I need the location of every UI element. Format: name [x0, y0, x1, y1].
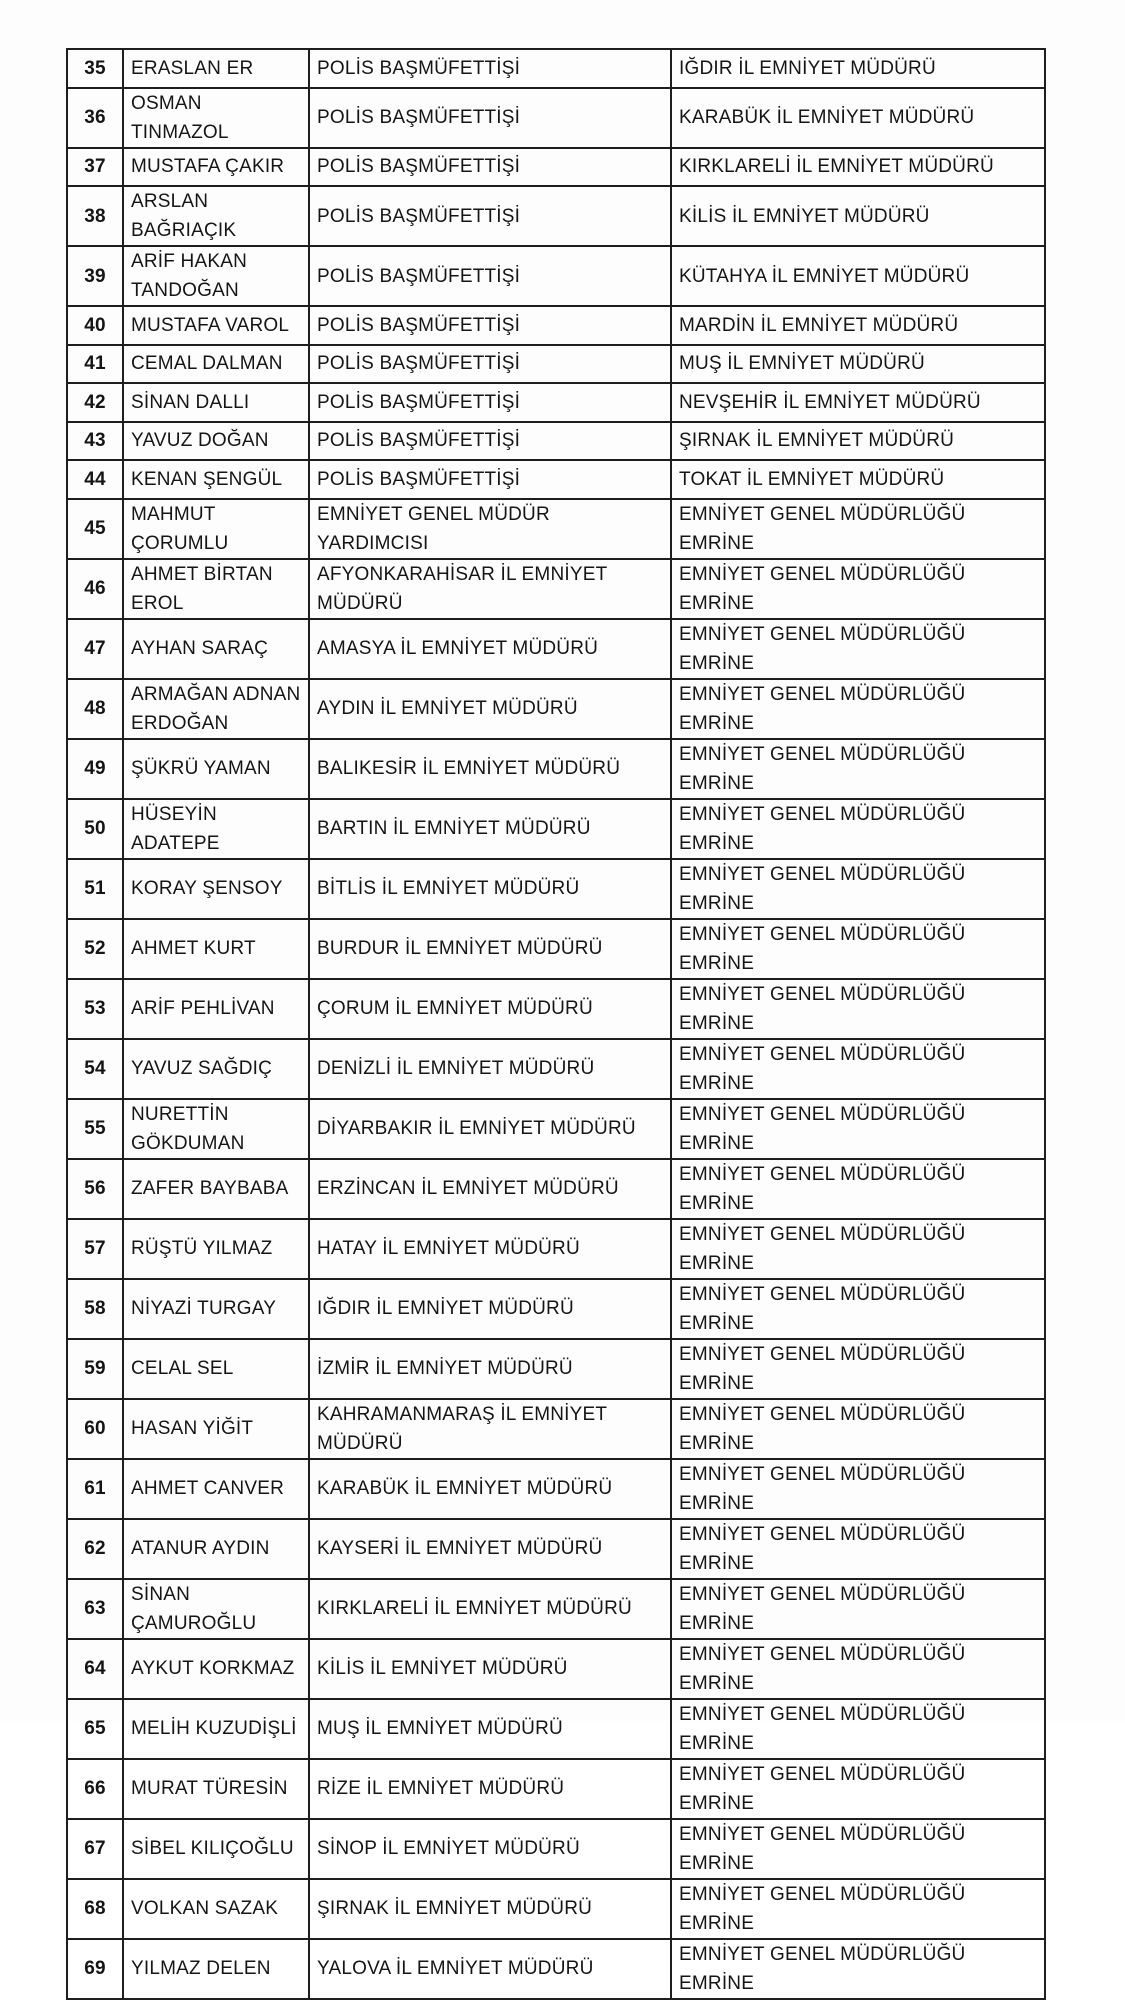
row-number: 44	[67, 460, 123, 499]
previous-position: BURDUR İL EMNİYET MÜDÜRÜ	[309, 919, 671, 979]
person-name: ERASLAN ER	[123, 49, 309, 88]
new-position: EMNİYET GENEL MÜDÜRLÜĞÜ EMRİNE	[671, 1819, 1045, 1879]
row-number: 64	[67, 1639, 123, 1699]
previous-position: EMNİYET GENEL MÜDÜR YARDIMCISI	[309, 499, 671, 559]
table-row	[67, 919, 1045, 979]
person-name: AYHAN SARAÇ	[123, 619, 309, 679]
new-position: EMNİYET GENEL MÜDÜRLÜĞÜ EMRİNE	[671, 1159, 1045, 1219]
table-row	[67, 1639, 1045, 1699]
new-position: EMNİYET GENEL MÜDÜRLÜĞÜ EMRİNE	[671, 1339, 1045, 1399]
person-name: SİNAN DALLI	[123, 383, 309, 422]
person-name: NURETTİN GÖKDUMAN	[123, 1099, 309, 1159]
row-number: 50	[67, 799, 123, 859]
table-row	[67, 739, 1045, 799]
new-position: EMNİYET GENEL MÜDÜRLÜĞÜ EMRİNE	[671, 1639, 1045, 1699]
table-row	[67, 1459, 1045, 1519]
person-name: CEMAL DALMAN	[123, 345, 309, 384]
previous-position: POLİS BAŞMÜFETTİŞİ	[309, 422, 671, 461]
table-row	[67, 1399, 1045, 1459]
previous-position: BİTLİS İL EMNİYET MÜDÜRÜ	[309, 859, 671, 919]
previous-position: AFYONKARAHİSAR İL EMNİYET MÜDÜRÜ	[309, 559, 671, 619]
row-number: 66	[67, 1759, 123, 1819]
previous-position: POLİS BAŞMÜFETTİŞİ	[309, 460, 671, 499]
person-name: VOLKAN SAZAK	[123, 1879, 309, 1939]
table-row	[67, 1339, 1045, 1399]
table-row	[67, 1099, 1045, 1159]
new-position: EMNİYET GENEL MÜDÜRLÜĞÜ EMRİNE	[671, 1279, 1045, 1339]
table-row	[67, 460, 1045, 499]
new-position: KARABÜK İL EMNİYET MÜDÜRÜ	[671, 88, 1045, 148]
previous-position: ÇORUM İL EMNİYET MÜDÜRÜ	[309, 979, 671, 1039]
table-row	[67, 1159, 1045, 1219]
table-row	[67, 186, 1045, 246]
new-position: EMNİYET GENEL MÜDÜRLÜĞÜ EMRİNE	[671, 1759, 1045, 1819]
previous-position: BALIKESİR İL EMNİYET MÜDÜRÜ	[309, 739, 671, 799]
person-name: MUSTAFA VAROL	[123, 306, 309, 345]
new-position: KÜTAHYA İL EMNİYET MÜDÜRÜ	[671, 246, 1045, 306]
person-name: HASAN YİĞİT	[123, 1399, 309, 1459]
table-row	[67, 383, 1045, 422]
previous-position: RİZE İL EMNİYET MÜDÜRÜ	[309, 1759, 671, 1819]
row-number: 36	[67, 88, 123, 148]
previous-position: IĞDIR İL EMNİYET MÜDÜRÜ	[309, 1279, 671, 1339]
person-name: ARSLAN BAĞRIAÇIK	[123, 186, 309, 246]
row-number: 55	[67, 1099, 123, 1159]
previous-position: HATAY İL EMNİYET MÜDÜRÜ	[309, 1219, 671, 1279]
row-number: 49	[67, 739, 123, 799]
table-row	[67, 799, 1045, 859]
previous-position: POLİS BAŞMÜFETTİŞİ	[309, 383, 671, 422]
person-name: ARİF HAKAN TANDOĞAN	[123, 246, 309, 306]
table-row	[67, 345, 1045, 384]
previous-position: POLİS BAŞMÜFETTİŞİ	[309, 306, 671, 345]
person-name: MUSTAFA ÇAKIR	[123, 148, 309, 187]
new-position: EMNİYET GENEL MÜDÜRLÜĞÜ EMRİNE	[671, 1459, 1045, 1519]
person-name: KORAY ŞENSOY	[123, 859, 309, 919]
person-name: AHMET BİRTAN EROL	[123, 559, 309, 619]
table-row	[67, 979, 1045, 1039]
row-number: 65	[67, 1699, 123, 1759]
previous-position: POLİS BAŞMÜFETTİŞİ	[309, 186, 671, 246]
person-name: ARMAĞAN ADNAN ERDOĞAN	[123, 679, 309, 739]
previous-position: DENİZLİ İL EMNİYET MÜDÜRÜ	[309, 1039, 671, 1099]
previous-position: KARABÜK İL EMNİYET MÜDÜRÜ	[309, 1459, 671, 1519]
person-name: KENAN ŞENGÜL	[123, 460, 309, 499]
table-row	[67, 1819, 1045, 1879]
table-row	[67, 88, 1045, 148]
table-row	[67, 1039, 1045, 1099]
new-position: KIRKLARELİ İL EMNİYET MÜDÜRÜ	[671, 148, 1045, 187]
previous-position: BARTIN İL EMNİYET MÜDÜRÜ	[309, 799, 671, 859]
person-name: OSMAN TINMAZOL	[123, 88, 309, 148]
row-number: 39	[67, 246, 123, 306]
new-position: ŞIRNAK İL EMNİYET MÜDÜRÜ	[671, 422, 1045, 461]
new-position: EMNİYET GENEL MÜDÜRLÜĞÜ EMRİNE	[671, 1939, 1045, 1999]
previous-position: POLİS BAŞMÜFETTİŞİ	[309, 345, 671, 384]
row-number: 63	[67, 1579, 123, 1639]
appointment-table	[66, 48, 1046, 2000]
table-row	[67, 49, 1045, 88]
row-number: 68	[67, 1879, 123, 1939]
new-position: IĞDIR İL EMNİYET MÜDÜRÜ	[671, 49, 1045, 88]
new-position: EMNİYET GENEL MÜDÜRLÜĞÜ EMRİNE	[671, 1399, 1045, 1459]
new-position: EMNİYET GENEL MÜDÜRLÜĞÜ EMRİNE	[671, 1699, 1045, 1759]
previous-position: KIRKLARELİ İL EMNİYET MÜDÜRÜ	[309, 1579, 671, 1639]
table-row	[67, 499, 1045, 559]
new-position: EMNİYET GENEL MÜDÜRLÜĞÜ EMRİNE	[671, 739, 1045, 799]
new-position: EMNİYET GENEL MÜDÜRLÜĞÜ EMRİNE	[671, 859, 1045, 919]
person-name: YAVUZ DOĞAN	[123, 422, 309, 461]
previous-position: ŞIRNAK İL EMNİYET MÜDÜRÜ	[309, 1879, 671, 1939]
row-number: 51	[67, 859, 123, 919]
new-position: EMNİYET GENEL MÜDÜRLÜĞÜ EMRİNE	[671, 1579, 1045, 1639]
new-position: EMNİYET GENEL MÜDÜRLÜĞÜ EMRİNE	[671, 1219, 1045, 1279]
person-name: HÜSEYİN ADATEPE	[123, 799, 309, 859]
row-number: 48	[67, 679, 123, 739]
person-name: ŞÜKRÜ YAMAN	[123, 739, 309, 799]
previous-position: YALOVA İL EMNİYET MÜDÜRÜ	[309, 1939, 671, 1999]
table-row	[67, 679, 1045, 739]
row-number: 59	[67, 1339, 123, 1399]
row-number: 56	[67, 1159, 123, 1219]
row-number: 58	[67, 1279, 123, 1339]
row-number: 46	[67, 559, 123, 619]
table-row	[67, 559, 1045, 619]
new-position: EMNİYET GENEL MÜDÜRLÜĞÜ EMRİNE	[671, 979, 1045, 1039]
previous-position: ERZİNCAN İL EMNİYET MÜDÜRÜ	[309, 1159, 671, 1219]
table-row	[67, 148, 1045, 187]
row-number: 38	[67, 186, 123, 246]
new-position: EMNİYET GENEL MÜDÜRLÜĞÜ EMRİNE	[671, 499, 1045, 559]
previous-position: AMASYA İL EMNİYET MÜDÜRÜ	[309, 619, 671, 679]
new-position: EMNİYET GENEL MÜDÜRLÜĞÜ EMRİNE	[671, 1099, 1045, 1159]
row-number: 67	[67, 1819, 123, 1879]
row-number: 69	[67, 1939, 123, 1999]
new-position: EMNİYET GENEL MÜDÜRLÜĞÜ EMRİNE	[671, 559, 1045, 619]
row-number: 62	[67, 1519, 123, 1579]
previous-position: KAYSERİ İL EMNİYET MÜDÜRÜ	[309, 1519, 671, 1579]
person-name: MURAT TÜRESİN	[123, 1759, 309, 1819]
table-row	[67, 1879, 1045, 1939]
table-row	[67, 1759, 1045, 1819]
row-number: 47	[67, 619, 123, 679]
new-position: EMNİYET GENEL MÜDÜRLÜĞÜ EMRİNE	[671, 1039, 1045, 1099]
person-name: AHMET KURT	[123, 919, 309, 979]
new-position: EMNİYET GENEL MÜDÜRLÜĞÜ EMRİNE	[671, 619, 1045, 679]
row-number: 41	[67, 345, 123, 384]
row-number: 40	[67, 306, 123, 345]
table-row	[67, 619, 1045, 679]
table-row	[67, 1519, 1045, 1579]
person-name: RÜŞTÜ YILMAZ	[123, 1219, 309, 1279]
table-row	[67, 1699, 1045, 1759]
previous-position: İZMİR İL EMNİYET MÜDÜRÜ	[309, 1339, 671, 1399]
table-row	[67, 246, 1045, 306]
row-number: 57	[67, 1219, 123, 1279]
row-number: 52	[67, 919, 123, 979]
table-row	[67, 1279, 1045, 1339]
new-position: NEVŞEHİR İL EMNİYET MÜDÜRÜ	[671, 383, 1045, 422]
person-name: SİBEL KILIÇOĞLU	[123, 1819, 309, 1879]
table-row	[67, 422, 1045, 461]
previous-position: POLİS BAŞMÜFETTİŞİ	[309, 88, 671, 148]
row-number: 37	[67, 148, 123, 187]
appointment-table-body	[67, 49, 1045, 1999]
new-position: EMNİYET GENEL MÜDÜRLÜĞÜ EMRİNE	[671, 679, 1045, 739]
table-row	[67, 306, 1045, 345]
new-position: EMNİYET GENEL MÜDÜRLÜĞÜ EMRİNE	[671, 1879, 1045, 1939]
table-row	[67, 1219, 1045, 1279]
person-name: ATANUR AYDIN	[123, 1519, 309, 1579]
table-row	[67, 1579, 1045, 1639]
row-number: 43	[67, 422, 123, 461]
previous-position: POLİS BAŞMÜFETTİŞİ	[309, 148, 671, 187]
person-name: SİNAN ÇAMUROĞLU	[123, 1579, 309, 1639]
person-name: MAHMUT ÇORUMLU	[123, 499, 309, 559]
row-number: 53	[67, 979, 123, 1039]
person-name: YAVUZ SAĞDIÇ	[123, 1039, 309, 1099]
new-position: EMNİYET GENEL MÜDÜRLÜĞÜ EMRİNE	[671, 799, 1045, 859]
person-name: YILMAZ DELEN	[123, 1939, 309, 1999]
row-number: 61	[67, 1459, 123, 1519]
previous-position: POLİS BAŞMÜFETTİŞİ	[309, 246, 671, 306]
person-name: ARİF PEHLİVAN	[123, 979, 309, 1039]
new-position: MARDİN İL EMNİYET MÜDÜRÜ	[671, 306, 1045, 345]
row-number: 54	[67, 1039, 123, 1099]
table-row	[67, 859, 1045, 919]
row-number: 60	[67, 1399, 123, 1459]
person-name: ZAFER BAYBABA	[123, 1159, 309, 1219]
previous-position: KAHRAMANMARAŞ İL EMNİYET MÜDÜRÜ	[309, 1399, 671, 1459]
row-number: 35	[67, 49, 123, 88]
new-position: EMNİYET GENEL MÜDÜRLÜĞÜ EMRİNE	[671, 1519, 1045, 1579]
new-position: EMNİYET GENEL MÜDÜRLÜĞÜ EMRİNE	[671, 919, 1045, 979]
previous-position: AYDIN İL EMNİYET MÜDÜRÜ	[309, 679, 671, 739]
row-number: 42	[67, 383, 123, 422]
row-number: 45	[67, 499, 123, 559]
new-position: KİLİS İL EMNİYET MÜDÜRÜ	[671, 186, 1045, 246]
previous-position: MUŞ İL EMNİYET MÜDÜRÜ	[309, 1699, 671, 1759]
person-name: MELİH KUZUDİŞLİ	[123, 1699, 309, 1759]
person-name: CELAL SEL	[123, 1339, 309, 1399]
previous-position: DİYARBAKIR İL EMNİYET MÜDÜRÜ	[309, 1099, 671, 1159]
table-row	[67, 1939, 1045, 1999]
previous-position: SİNOP İL EMNİYET MÜDÜRÜ	[309, 1819, 671, 1879]
new-position: MUŞ İL EMNİYET MÜDÜRÜ	[671, 345, 1045, 384]
new-position: TOKAT İL EMNİYET MÜDÜRÜ	[671, 460, 1045, 499]
previous-position: KİLİS İL EMNİYET MÜDÜRÜ	[309, 1639, 671, 1699]
previous-position: POLİS BAŞMÜFETTİŞİ	[309, 49, 671, 88]
person-name: AHMET CANVER	[123, 1459, 309, 1519]
person-name: AYKUT KORKMAZ	[123, 1639, 309, 1699]
person-name: NİYAZİ TURGAY	[123, 1279, 309, 1339]
